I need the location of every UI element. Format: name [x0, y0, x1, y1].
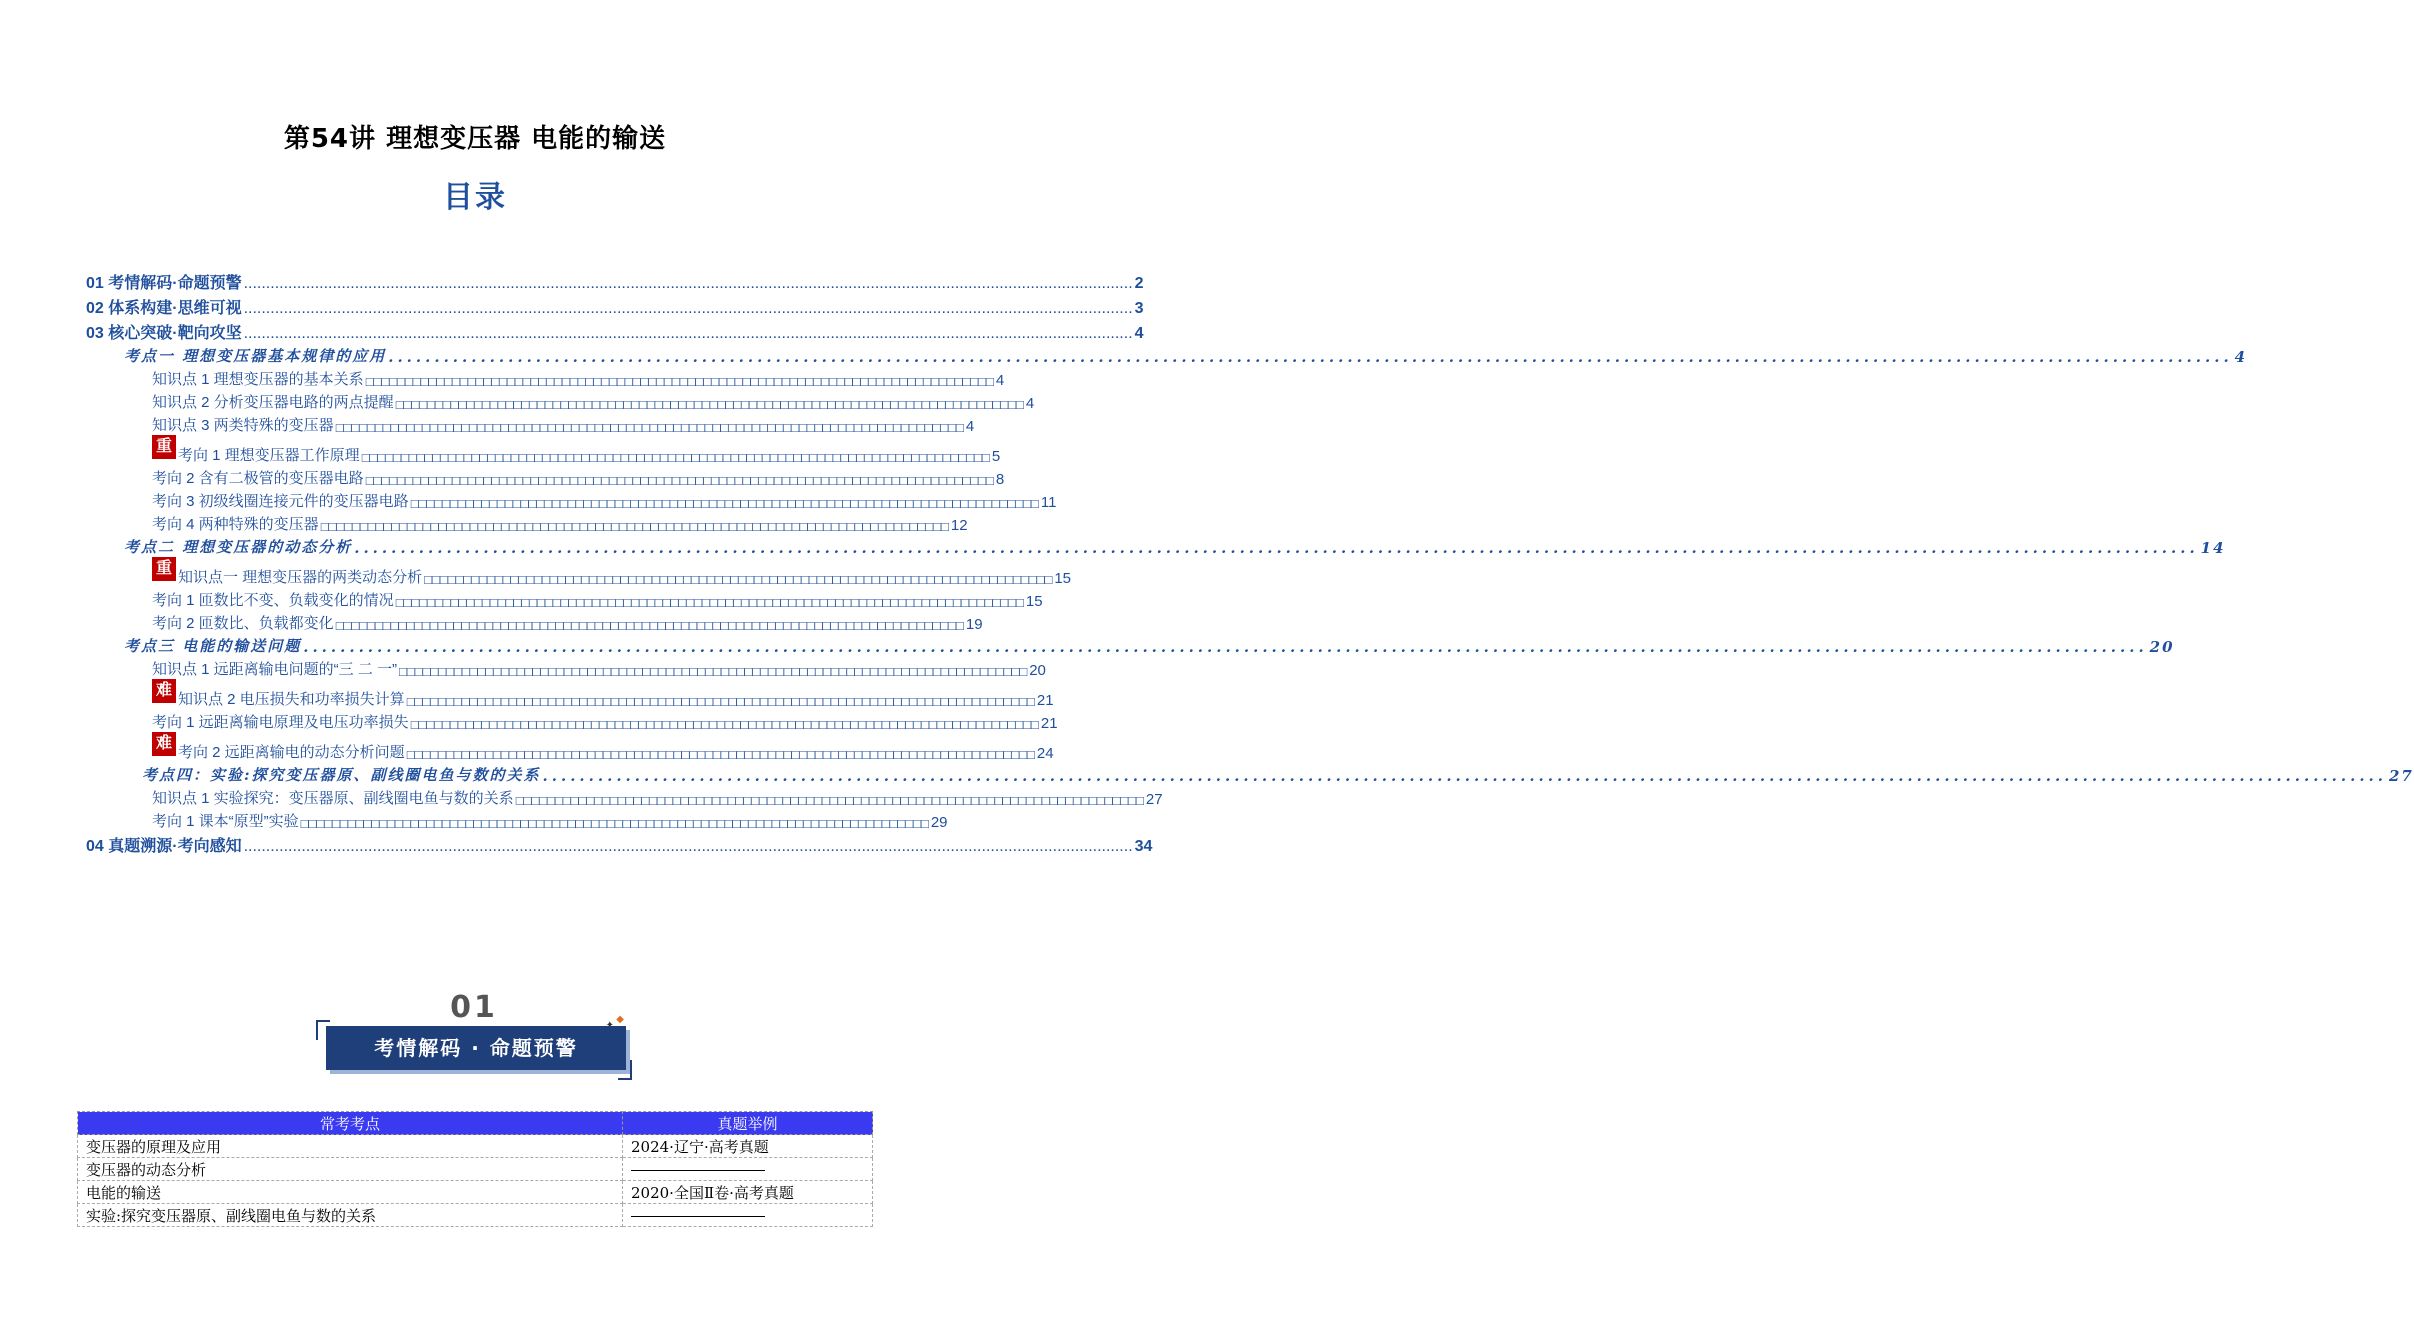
toc-leader: ........................................................................................................................................................................................................ — [303, 638, 2148, 656]
toc-entry[interactable] — [86, 534, 2226, 557]
toc-entry-text: 考向 2 远距离输电的动态分析问题 — [178, 744, 405, 761]
exam-point-cell: 电能的输送 — [78, 1181, 623, 1204]
toc-entry-label — [142, 764, 541, 785]
exam-point-cell: 实验:探究变压器原、副线圈电鱼与数的关系 — [78, 1204, 623, 1227]
toc-leader: □□□□□□□□□□□□□□□□□□□□□□□□□□□□□□□□□□□□□□□□□□□□□□□□□□□□□□□□□□□□□□□□□□□□□□□□□□□□□□□□ — [320, 519, 949, 534]
toc-entry-text: 考点三 电能的输送问题 — [124, 637, 302, 655]
toc-entry-label — [152, 513, 319, 534]
toc-leader: □□□□□□□□□□□□□□□□□□□□□□□□□□□□□□□□□□□□□□□□□□□□□□□□□□□□□□□□□□□□□□□□□□□□□□□□□□□□□□□□ — [335, 618, 964, 633]
toc-leader: □□□□□□□□□□□□□□□□□□□□□□□□□□□□□□□□□□□□□□□□□□□□□□□□□□□□□□□□□□□□□□□□□□□□□□□□□□□□□□□□ — [406, 747, 1035, 762]
key-point-badge: 重 — [152, 435, 176, 459]
table-header-cell: 真题举例 — [623, 1112, 873, 1135]
toc-entry[interactable] — [86, 831, 1153, 856]
toc-entry-label — [124, 635, 301, 656]
toc-entry-text: 考向 1 远距离输电原理及电压功率损失 — [152, 714, 409, 731]
toc-page-number: 15 — [1025, 593, 1043, 610]
toc-entry[interactable] — [86, 656, 1046, 679]
table-of-contents — [86, 268, 2414, 856]
toc-page-number: 4 — [965, 418, 975, 435]
toc-entry-label — [152, 467, 364, 488]
toc-entry[interactable] — [86, 808, 948, 831]
toc-entry-text: 知识点 2 分析变压器电路的两点提醒 — [152, 394, 394, 411]
toc-entry-label — [152, 589, 394, 610]
toc-entry-label — [86, 833, 242, 856]
toc-entry-label — [124, 536, 352, 557]
toc-entry[interactable] — [86, 557, 1072, 587]
toc-entry-text: 知识点 1 远距离输电问题的“三 二 一” — [152, 661, 398, 678]
toc-entry[interactable] — [86, 732, 1054, 762]
toc-page-number: 20 — [1029, 662, 1046, 679]
section-number: 01 — [450, 990, 498, 1025]
toc-entry-text: 考向 2 匝数比、负载都变化 — [152, 615, 334, 632]
toc-entry[interactable] — [86, 412, 975, 435]
toc-page-number: 19 — [965, 616, 983, 633]
toc-leader: □□□□□□□□□□□□□□□□□□□□□□□□□□□□□□□□□□□□□□□□□□□□□□□□□□□□□□□□□□□□□□□□□□□□□□□□□□□□□□□□ — [406, 694, 1035, 709]
toc-page-number: 3 — [1134, 300, 1144, 317]
key-point-badge: 难 — [152, 679, 176, 703]
toc-entry[interactable] — [86, 679, 1054, 709]
key-point-badge: 难 — [152, 732, 176, 756]
toc-entry[interactable] — [86, 293, 1144, 318]
toc-page-number: 24 — [1036, 745, 1054, 762]
toc-entry-text: 03 核心突破·靶向攻坚 — [86, 325, 242, 342]
toc-entry[interactable] — [86, 366, 1005, 389]
toc-page-number: 8 — [995, 471, 1005, 488]
toc-entry[interactable] — [86, 610, 983, 633]
section-banner — [316, 990, 632, 1080]
toc-leader: ........................................................................................................................................................................................................ — [542, 767, 2387, 785]
table-row — [78, 1135, 873, 1158]
toc-page-number: 14 — [2200, 539, 2226, 557]
toc-page-number: 29 — [930, 814, 948, 831]
toc-entry-label — [152, 391, 394, 412]
empty-dash — [631, 1216, 765, 1217]
toc-leader: ........................................................................................................................................................................................................ — [388, 348, 2233, 366]
toc-entry-label — [152, 711, 409, 732]
toc-entry[interactable] — [86, 488, 1057, 511]
toc-page-number: 21 — [1040, 715, 1058, 732]
toc-entry[interactable] — [86, 465, 1005, 488]
exam-example-cell: 2024·辽宁·高考真题 — [623, 1135, 873, 1158]
toc-leader: □□□□□□□□□□□□□□□□□□□□□□□□□□□□□□□□□□□□□□□□□□□□□□□□□□□□□□□□□□□□□□□□□□□□□□□□□□□□□□□□ — [395, 595, 1024, 610]
toc-entry[interactable] — [86, 587, 1043, 610]
toc-page-number: 4 — [1025, 395, 1035, 412]
section-label: 考情解码 · 命题预警 — [374, 1036, 578, 1060]
toc-entry-text: 考点一 理想变压器基本规律的应用 — [124, 347, 387, 365]
toc-page-number: 4 — [2234, 348, 2248, 366]
toc-entry-label — [152, 368, 364, 389]
toc-page-number: 21 — [1036, 692, 1054, 709]
toc-leader: ........................................................................................................................................................................................................ — [243, 300, 1133, 317]
toc-heading: 目录 — [443, 180, 507, 215]
toc-page-number: 2 — [1134, 275, 1144, 292]
toc-entry-label — [86, 295, 242, 318]
toc-entry-text: 考向 1 课本“原型”实验 — [152, 813, 299, 830]
toc-entry[interactable] — [86, 762, 2414, 785]
toc-entry-label — [152, 810, 299, 831]
toc-page-number: 12 — [950, 517, 968, 534]
table-header-cell: 常考考点 — [78, 1112, 623, 1135]
toc-leader: ........................................................................................................................................................................................................ — [354, 539, 2199, 557]
toc-page-number: 34 — [1134, 838, 1153, 855]
toc-leader: □□□□□□□□□□□□□□□□□□□□□□□□□□□□□□□□□□□□□□□□□□□□□□□□□□□□□□□□□□□□□□□□□□□□□□□□□□□□□□□□ — [399, 664, 1028, 679]
toc-page-number: 15 — [1054, 570, 1072, 587]
toc-page-number: 20 — [2149, 638, 2175, 656]
toc-entry-text: 考向 1 匝数比不变、负载变化的情况 — [152, 592, 394, 609]
toc-entry-text: 01 考情解码·命题预警 — [86, 275, 242, 292]
toc-entry-text: 考向 1 理想变压器工作原理 — [178, 447, 360, 464]
toc-entry-text: 04 真题溯源·考向感知 — [86, 838, 242, 855]
exam-point-cell: 变压器的原理及应用 — [78, 1135, 623, 1158]
toc-leader: □□□□□□□□□□□□□□□□□□□□□□□□□□□□□□□□□□□□□□□□□□□□□□□□□□□□□□□□□□□□□□□□□□□□□□□□□□□□□□□□ — [300, 816, 929, 831]
toc-entry[interactable] — [86, 343, 2248, 366]
table-row — [78, 1181, 873, 1204]
toc-entry[interactable] — [86, 435, 1001, 465]
toc-page-number: 4 — [995, 372, 1005, 389]
toc-entry-label — [86, 270, 242, 293]
exam-points-table — [77, 1111, 873, 1227]
toc-entry-label — [152, 560, 423, 587]
toc-leader: □□□□□□□□□□□□□□□□□□□□□□□□□□□□□□□□□□□□□□□□□□□□□□□□□□□□□□□□□□□□□□□□□□□□□□□□□□□□□□□□ — [365, 374, 994, 389]
toc-entry[interactable] — [86, 709, 1058, 732]
toc-entry-label — [152, 414, 334, 435]
empty-dash — [631, 1170, 765, 1171]
table-row — [78, 1158, 873, 1181]
toc-entry-text: 知识点 2 电压损失和功率损失计算 — [178, 691, 405, 708]
toc-leader: ........................................................................................................................................................................................................ — [243, 275, 1133, 292]
key-point-badge: 重 — [152, 557, 176, 581]
toc-entry-label — [152, 658, 397, 679]
toc-entry-text: 知识点 1 实验探究：变压器原、副线圈电鱼与数的关系 — [152, 790, 514, 807]
toc-entry-text: 考向 4 两种特殊的变压器 — [152, 516, 319, 533]
toc-entry[interactable] — [86, 511, 968, 534]
toc-page-number: 5 — [991, 448, 1001, 465]
toc-entry-label — [152, 612, 334, 633]
toc-entry-text: 02 体系构建·思维可视 — [86, 300, 242, 317]
toc-entry-label — [152, 735, 405, 762]
toc-entry[interactable] — [86, 785, 1163, 808]
toc-entry[interactable] — [86, 318, 1144, 343]
toc-entry-label — [152, 438, 360, 465]
exam-example-cell: 2020·全国Ⅱ卷·高考真题 — [623, 1181, 873, 1204]
toc-leader: ........................................................................................................................................................................................................ — [243, 325, 1133, 342]
toc-page-number: 11 — [1040, 494, 1057, 511]
toc-entry-text: 知识点一 理想变压器的两类动态分析 — [178, 569, 423, 586]
toc-leader: □□□□□□□□□□□□□□□□□□□□□□□□□□□□□□□□□□□□□□□□□□□□□□□□□□□□□□□□□□□□□□□□□□□□□□□□□□□□□□□□ — [515, 793, 1144, 808]
toc-entry-label — [152, 787, 514, 808]
toc-leader: □□□□□□□□□□□□□□□□□□□□□□□□□□□□□□□□□□□□□□□□□□□□□□□□□□□□□□□□□□□□□□□□□□□□□□□□□□□□□□□□ — [410, 717, 1039, 732]
toc-entry-text: 考点四：实验:探究变压器原、副线圈电鱼与数的关系 — [142, 766, 541, 784]
toc-entry-text: 考点二 理想变压器的动态分析 — [124, 538, 353, 556]
exam-example-cell — [623, 1158, 873, 1181]
toc-entry-text: 考向 2 含有二极管的变压器电路 — [152, 470, 364, 487]
document-title: 第54讲 理想变压器 电能的输送 — [283, 124, 667, 154]
toc-leader: □□□□□□□□□□□□□□□□□□□□□□□□□□□□□□□□□□□□□□□□□□□□□□□□□□□□□□□□□□□□□□□□□□□□□□□□□□□□□□□□ — [361, 450, 990, 465]
toc-entry-label — [152, 490, 409, 511]
exam-example-cell — [623, 1204, 873, 1227]
toc-leader: □□□□□□□□□□□□□□□□□□□□□□□□□□□□□□□□□□□□□□□□□□□□□□□□□□□□□□□□□□□□□□□□□□□□□□□□□□□□□□□□ — [395, 397, 1024, 412]
toc-page-number: 4 — [1134, 325, 1144, 342]
toc-leader: □□□□□□□□□□□□□□□□□□□□□□□□□□□□□□□□□□□□□□□□□□□□□□□□□□□□□□□□□□□□□□□□□□□□□□□□□□□□□□□□ — [335, 420, 964, 435]
toc-page-number: 27 — [2388, 767, 2414, 785]
toc-entry-label — [152, 682, 405, 709]
sparkle-icon: ◆ — [616, 1014, 624, 1025]
toc-leader: □□□□□□□□□□□□□□□□□□□□□□□□□□□□□□□□□□□□□□□□□□□□□□□□□□□□□□□□□□□□□□□□□□□□□□□□□□□□□□□□ — [365, 473, 994, 488]
toc-entry-text: 知识点 1 理想变压器的基本关系 — [152, 371, 364, 388]
toc-entry-label — [86, 320, 242, 343]
toc-entry[interactable] — [86, 268, 1144, 293]
toc-leader: □□□□□□□□□□□□□□□□□□□□□□□□□□□□□□□□□□□□□□□□□□□□□□□□□□□□□□□□□□□□□□□□□□□□□□□□□□□□□□□□ — [424, 572, 1053, 587]
section-label-box — [326, 1026, 626, 1070]
exam-point-cell: 变压器的动态分析 — [78, 1158, 623, 1181]
toc-leader: ........................................................................................................................................................................................................ — [243, 838, 1133, 855]
toc-entry[interactable] — [86, 389, 1035, 412]
toc-entry-label — [124, 345, 386, 366]
table-row — [78, 1204, 873, 1227]
toc-page-number: 27 — [1145, 791, 1163, 808]
toc-entry[interactable] — [86, 633, 2175, 656]
toc-entry-text: 考向 3 初级线圈连接元件的变压器电路 — [152, 493, 409, 510]
toc-entry-text: 知识点 3 两类特殊的变压器 — [152, 417, 334, 434]
table-header-row — [78, 1112, 873, 1135]
toc-leader: □□□□□□□□□□□□□□□□□□□□□□□□□□□□□□□□□□□□□□□□□□□□□□□□□□□□□□□□□□□□□□□□□□□□□□□□□□□□□□□□ — [410, 496, 1039, 511]
